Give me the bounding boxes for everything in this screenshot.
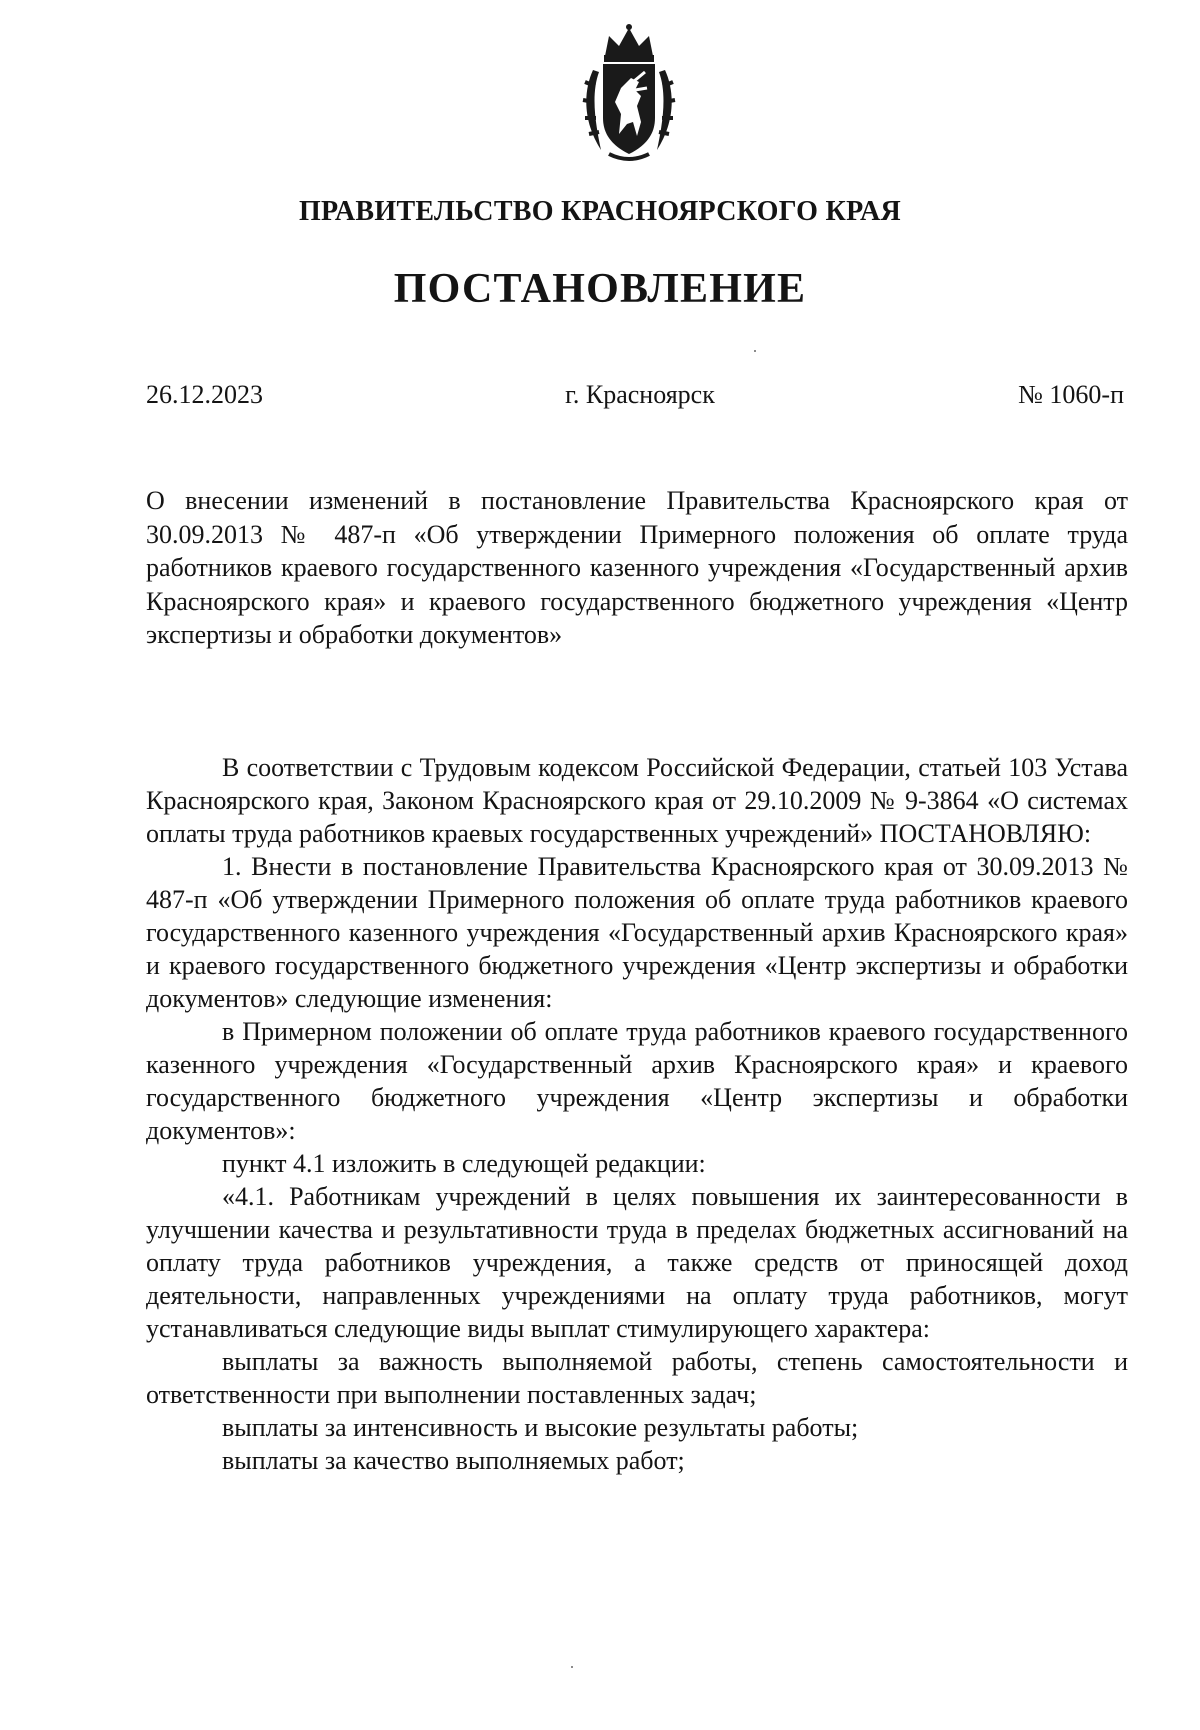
body-paragraph-payment-quality: выплаты за качество выполняемых работ; bbox=[222, 1446, 685, 1475]
body-paragraph-preamble: В соответствии с Трудовым кодексом Российской Федерации, статьей 103 Устава Красноярского края, Законом Красноярского края от 29.10.2009 № 9-3864 «О системах оплаты труда работников краевых государственных учреждений» ПОСТАНОВЛЯЮ: bbox=[146, 753, 1128, 848]
subject-paragraph: О внесении изменений в постановление Правительства Красноярского края от 30.09.2013 № 487-п «Об утверждении Примерного положения об оплате труда работников краевого государственного казенного учреждения «Государственный архив Красноярского края» и краевого государственного бюджетного учреждения «Центр экспертизы и обработки документов» bbox=[146, 486, 1128, 650]
body-paragraph-payment-importance: выплаты за важность выполняемой работы, степень самостоятельности и ответственности при выполнении поставленных задач; bbox=[146, 1347, 1128, 1409]
body-paragraph-clause-instruction: пункт 4.1 изложить в следующей редакции: bbox=[222, 1149, 706, 1178]
body-paragraph-amendment-intro: в Примерном положении об оплате труда работников краевого государственного казенного учреждения «Государственный архив Красноярского края» и краевого государственного бюджетного учреждения «Центр экспертизы и обработки документов»: bbox=[146, 1017, 1128, 1145]
document-body bbox=[146, 751, 1128, 1477]
document-type-heading: ПОСТАНОВЛЕНИЕ bbox=[393, 266, 807, 312]
document-number: № 1060-п bbox=[1018, 380, 1124, 409]
scan-speck bbox=[571, 1666, 573, 1668]
body-paragraph-payment-intensity: выплаты за интенсивность и высокие результаты работы; bbox=[222, 1413, 859, 1442]
body-paragraph-clause-4-1: «4.1. Работникам учреждений в целях повышения их заинтересованности в улучшении качества и результативности труда в пределах бюджетных ассигнований на оплату труда работников учреждения, а также средств от приносящей доход деятельности, направленных учреждениями на оплату труда работников, могут устанавливаться следующие виды выплат стимулирующего характера: bbox=[146, 1182, 1128, 1343]
body-paragraph-item-1: 1. Внести в постановление Правительства Красноярского края от 30.09.2013 № 487-п «Об утверждении Примерного положения об оплате труда работников краевого государственного казенного учреждения «Государственный архив Красноярского края» и краевого государственного бюджетного учреждения «Центр экспертизы и обработки документов» следующие изменения: bbox=[146, 852, 1128, 1013]
coat-of-arms-icon bbox=[575, 22, 683, 164]
coat-of-arms-emblem bbox=[575, 22, 683, 164]
government-title: ПРАВИТЕЛЬСТВО КРАСНОЯРСКОГО КРАЯ bbox=[298, 196, 902, 227]
scan-speck bbox=[754, 350, 756, 352]
document-city: г. Красноярск bbox=[565, 380, 715, 409]
document-subject bbox=[146, 484, 1128, 652]
document-date: 26.12.2023 bbox=[146, 380, 263, 409]
